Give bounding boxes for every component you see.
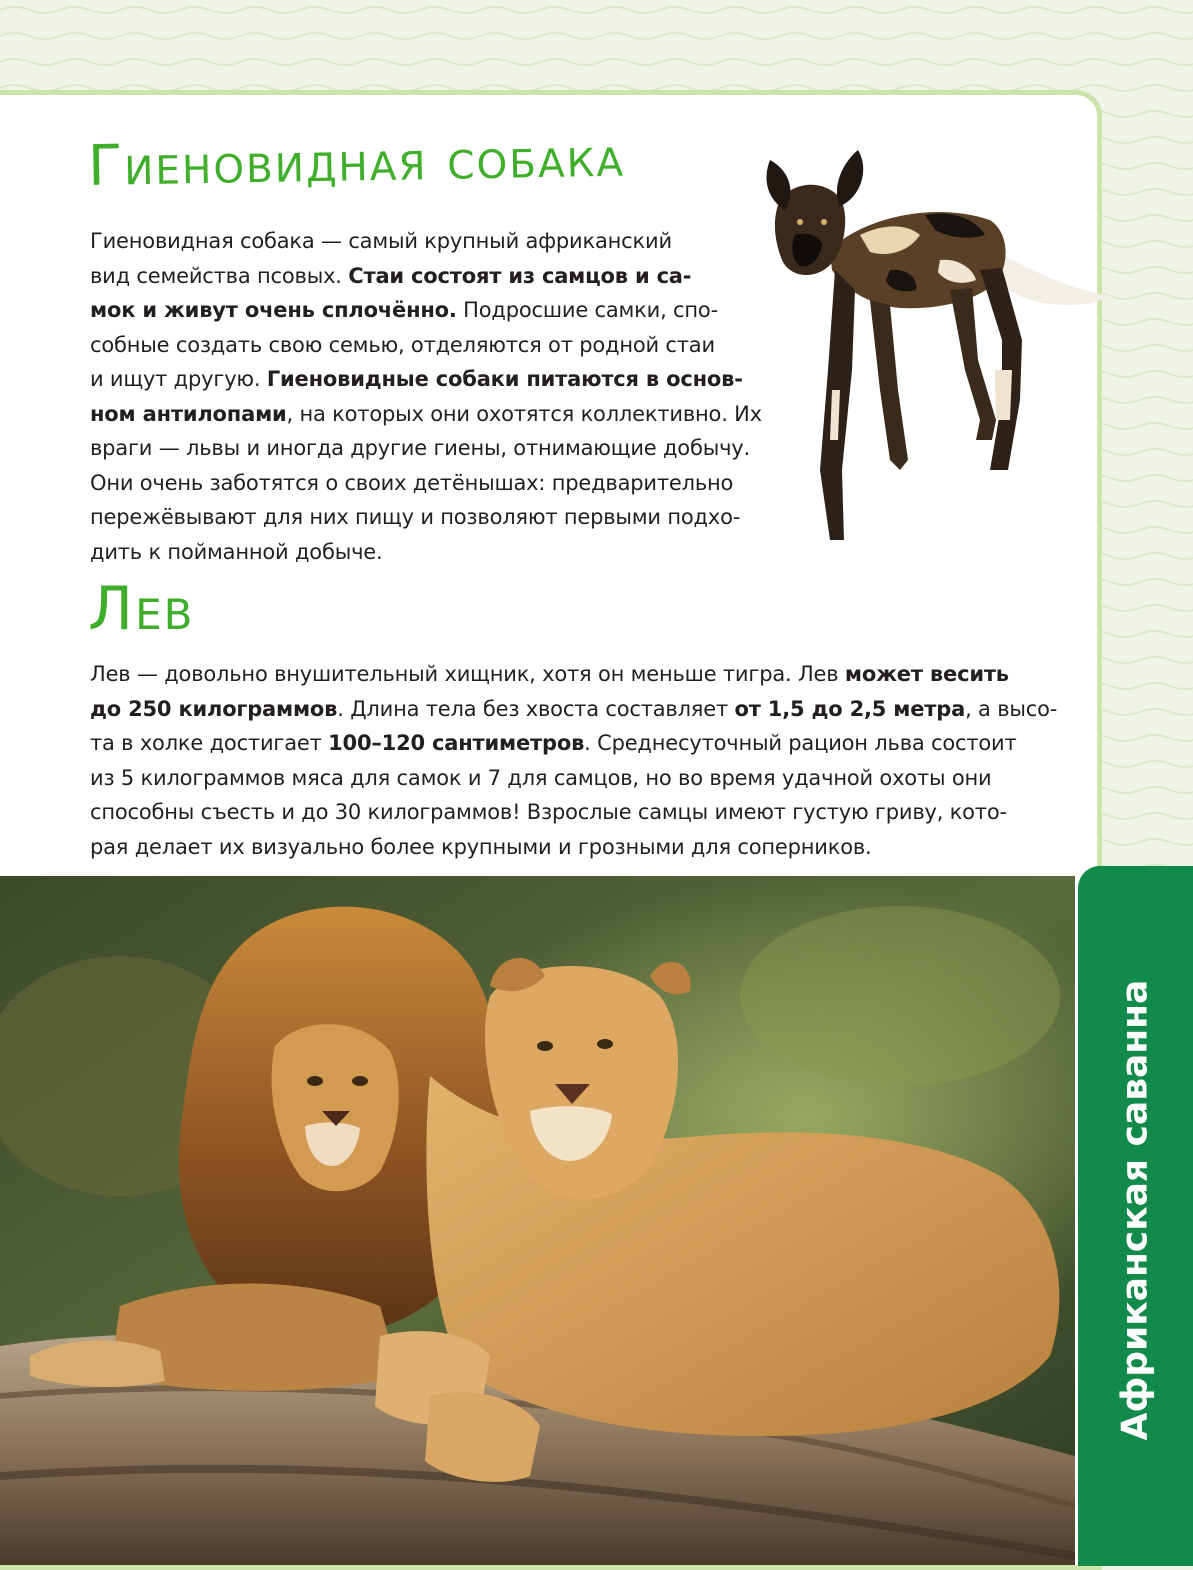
text-run: из 5 килограммов мяса для самок и 7 для самцов, но во время удачной охоты они xyxy=(90,765,992,790)
text-run: Подросшие самки, спо- xyxy=(456,298,718,322)
text-run: и ищут другую. xyxy=(90,367,267,391)
text-run: пережёвывают для них пищу и позволяют первыми подхо- xyxy=(90,505,741,529)
text-run: Лев — довольно внушительный хищник, хотя он меньше тигра. Лев xyxy=(90,662,845,686)
bold-text: может весить xyxy=(844,662,1009,686)
bold-text: до 250 килограммов xyxy=(90,696,338,721)
text-line xyxy=(90,466,802,501)
text-run: , а высо- xyxy=(965,696,1058,721)
text-run: . Среднесуточный рацион льва состоит xyxy=(584,731,1017,755)
text-line xyxy=(90,293,802,328)
text-line xyxy=(90,500,802,535)
text-line xyxy=(90,726,1058,761)
text-line xyxy=(90,657,1058,692)
text-run: враги — львы и иногда другие гиены, отнимающие добычу. xyxy=(90,436,750,460)
dog-heading: Гиеновидная собака xyxy=(87,124,626,199)
section-tab xyxy=(1078,866,1193,1566)
text-run: . Длина тела без хвоста составляет xyxy=(337,696,735,721)
text-line xyxy=(90,692,1058,727)
text-run: рая делает их визуально более крупными и грозными для соперников. xyxy=(90,834,872,859)
wave-line xyxy=(0,33,1193,39)
bold-text: ном антилопами xyxy=(90,401,287,426)
bold-text: 100–120 сантиметров xyxy=(328,731,585,755)
text-run: Они очень заботятся о своих детёнышах: предварительно xyxy=(90,470,734,495)
text-line xyxy=(90,535,802,570)
lion-heading: Лев xyxy=(88,574,195,644)
text-run: собные создать свою семью, отделяются от родной стаи xyxy=(90,332,715,357)
bold-text: Гиеновидные собаки питаются в основ- xyxy=(266,367,743,391)
text-run: , на которых они охотятся коллективно. Их xyxy=(286,401,762,426)
text-run: вид семейства псовых. xyxy=(90,263,349,288)
bold-text: мок и живут очень сплочённо. xyxy=(90,298,457,322)
text-line xyxy=(90,362,802,397)
text-line xyxy=(90,259,802,294)
dog-paragraph xyxy=(90,224,802,569)
text-line xyxy=(90,431,802,466)
text-run: дить к пойманной добыче. xyxy=(90,539,383,564)
lions-photo xyxy=(0,876,1075,1565)
bold-text: Стаи состоят из самцов и са- xyxy=(348,263,692,288)
text-run: способны съесть и до 30 килограммов! Взрослые самцы имеют густую гриву, кото- xyxy=(90,800,1007,824)
text-line xyxy=(90,761,1058,796)
section-tab-label: Африканская саванна xyxy=(1114,979,1156,1441)
text-line xyxy=(90,224,802,259)
text-run: та в холке достигает xyxy=(90,731,329,755)
text-run: Гиеновидная собака — самый крупный африканский xyxy=(90,229,672,253)
text-line xyxy=(90,328,802,363)
text-line xyxy=(90,830,1058,865)
text-line xyxy=(90,795,1058,830)
wave-line xyxy=(0,59,1193,65)
wild-dog-photo xyxy=(740,140,1130,560)
text-line xyxy=(90,397,802,432)
wave-line xyxy=(0,7,1193,13)
bold-text: от 1,5 до 2,5 метра xyxy=(734,696,966,721)
lion-paragraph xyxy=(90,657,1058,864)
